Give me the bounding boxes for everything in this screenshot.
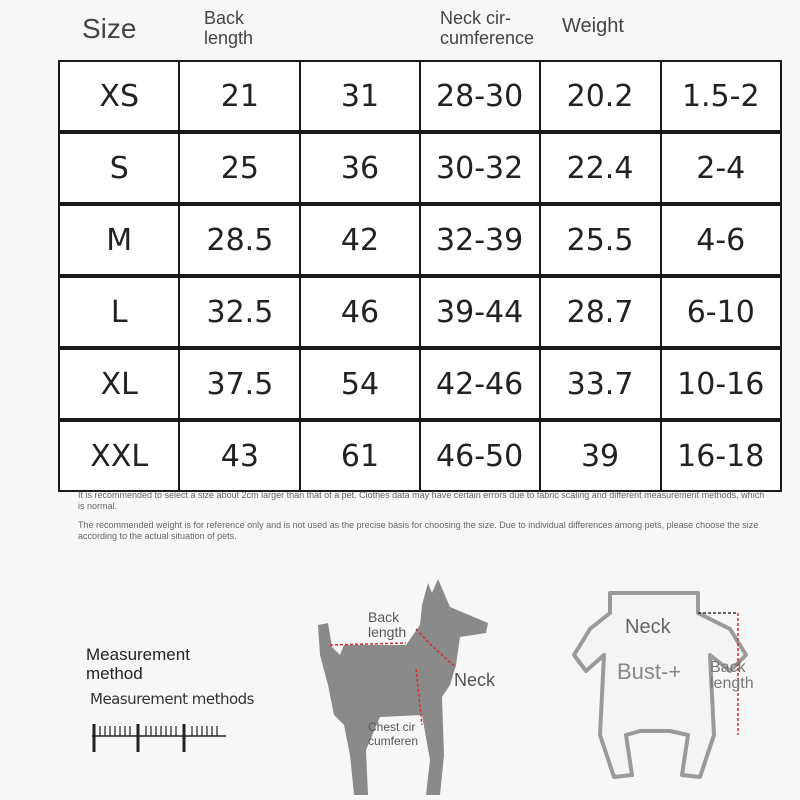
- table-cell: 1.5-2: [661, 61, 782, 132]
- measurement-method-title: [86, 645, 190, 683]
- table-cell: 54: [300, 348, 419, 420]
- table-cell: S: [59, 132, 179, 204]
- header-neck-circumference: [440, 8, 534, 48]
- table-cell: 43: [179, 420, 300, 491]
- table-cell: 28-30: [420, 61, 540, 132]
- header-back-length: [204, 8, 253, 48]
- table-cell: 33.7: [540, 348, 661, 420]
- garment-back-length-line1: Back: [710, 659, 746, 676]
- table-cell: M: [59, 204, 179, 276]
- table-cell: 28.7: [540, 276, 661, 348]
- header-weight: Weight: [562, 15, 624, 37]
- table-cell: 6-10: [661, 276, 782, 348]
- ruler-icon: [90, 718, 230, 754]
- table-row: [59, 276, 781, 348]
- table-cell: XXL: [59, 420, 179, 491]
- table-cell: 46: [300, 276, 419, 348]
- table-row: [59, 420, 781, 491]
- table-cell: 25: [179, 132, 300, 204]
- table-cell: XS: [59, 61, 179, 132]
- garment-back-length-label: [710, 660, 754, 692]
- measurement-title-line2: method: [86, 664, 143, 683]
- table-cell: XL: [59, 348, 179, 420]
- dog-chest-line2: cumferen: [368, 734, 418, 748]
- weight-note: The recommended weight is for reference only and is not used as the precise basis for choosing the size. Due to individual differences among pets, please choose the size according to the actual situation of pets.: [78, 520, 759, 541]
- dog-back-length-label: [368, 610, 406, 640]
- table-cell: 39-44: [420, 276, 540, 348]
- table-row: [59, 132, 781, 204]
- header-back-length-line1: Back: [204, 8, 245, 28]
- sizing-note: It is recommended to select a size about 2cm larger than that of a pet. Clothes data may have certain errors due to fabric scaling and different measurement methods, which is normal.: [78, 490, 765, 511]
- table-cell: 61: [300, 420, 419, 491]
- table-cell: 28.5: [179, 204, 300, 276]
- table-row: [59, 204, 781, 276]
- table-cell: 31: [300, 61, 419, 132]
- table-cell: 32-39: [420, 204, 540, 276]
- dog-chest-line1: Chest cir: [368, 720, 416, 734]
- dog-back-length-line1: Back: [368, 609, 400, 625]
- table-cell: 42: [300, 204, 419, 276]
- table-cell: 32.5: [179, 276, 300, 348]
- table-cell: 2-4: [661, 132, 782, 204]
- table-cell: 16-18: [661, 420, 782, 491]
- header-neck-line1: Neck cir-: [440, 8, 511, 28]
- header-back-length-line2: length: [204, 28, 254, 48]
- table-cell: 21: [179, 61, 300, 132]
- table-cell: 37.5: [179, 348, 300, 420]
- dog-neck-label: Neck: [454, 670, 496, 690]
- table-cell: 22.4: [540, 132, 661, 204]
- table-cell: 46-50: [420, 420, 540, 491]
- table-cell: 20.2: [540, 61, 661, 132]
- dog-chest-label: [368, 720, 418, 748]
- table-cell: 42-46: [420, 348, 540, 420]
- table-row: [59, 348, 781, 420]
- dog-back-length-line2: length: [368, 624, 407, 640]
- table-cell: 39: [540, 420, 661, 491]
- table-cell: 25.5: [540, 204, 661, 276]
- table-cell: 4-6: [661, 204, 782, 276]
- table-cell: L: [59, 276, 179, 348]
- table-cell: 36: [300, 132, 419, 204]
- table-row: [59, 61, 781, 132]
- size-chart-table: [58, 60, 782, 492]
- table-cell: 30-32: [420, 132, 540, 204]
- garment-bust-label: Bust-+: [617, 659, 682, 684]
- table-cell: 10-16: [661, 348, 782, 420]
- measurement-title-line1: Measurement: [86, 645, 190, 664]
- header-size: Size: [82, 13, 137, 44]
- measurement-methods-subtitle: Measurement methods: [90, 690, 254, 708]
- header-neck-line2: cumference: [440, 28, 535, 48]
- garment-neck-label: Neck: [625, 616, 671, 638]
- garment-back-length-line2: length: [710, 675, 754, 692]
